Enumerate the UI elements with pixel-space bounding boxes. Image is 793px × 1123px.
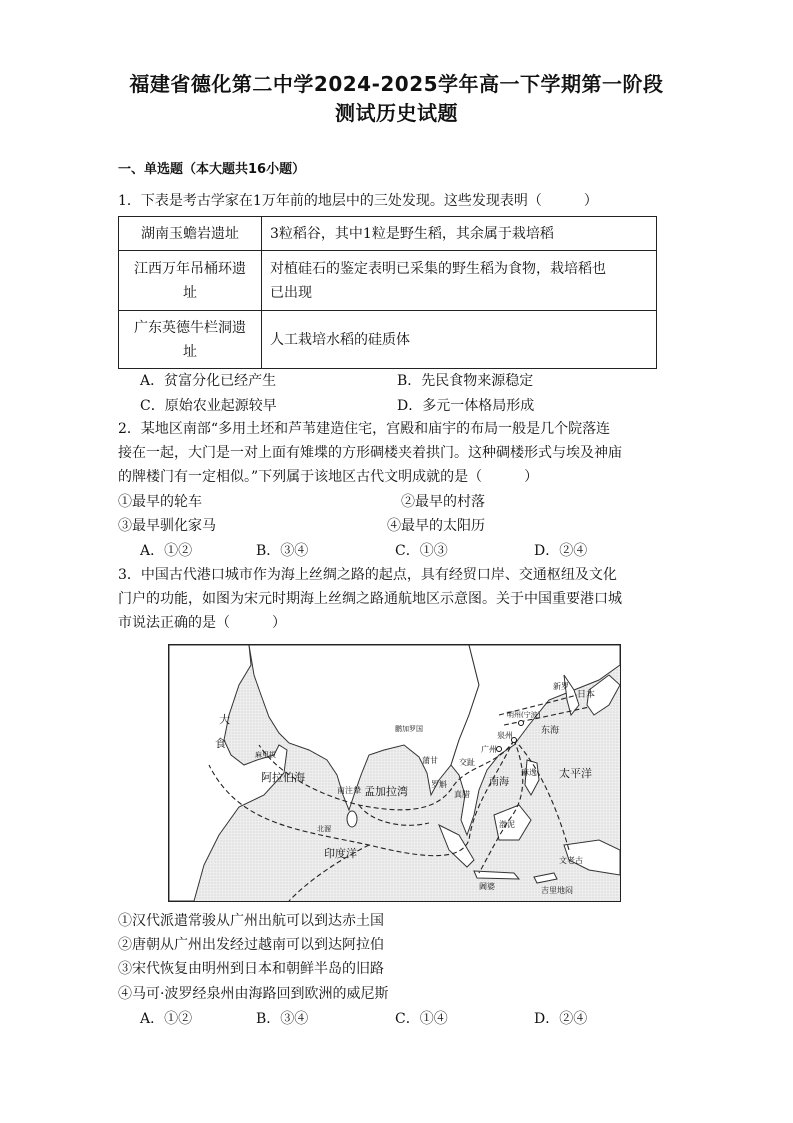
port-marker-mingzhou bbox=[519, 721, 524, 726]
q2-option-d[interactable]: D．②④ bbox=[534, 543, 588, 559]
desc-text: 对植硅石的鉴定表明已采集的野生稻为食物，栽培稻也 bbox=[270, 260, 606, 277]
site-text: 广东英德牛栏洞遗 bbox=[134, 319, 246, 336]
table-row bbox=[119, 311, 657, 369]
map-label: 南注辇 bbox=[337, 786, 361, 795]
desc-text: 已出现 bbox=[270, 284, 312, 301]
map-label: 泉州 bbox=[497, 731, 513, 740]
map-label: 南海 bbox=[489, 777, 509, 788]
site-text: 址 bbox=[183, 284, 197, 301]
map-label: 阿拉伯海 bbox=[261, 771, 305, 784]
desc-text: 人工栽培水稻的硅质体 bbox=[270, 331, 410, 348]
q2-option-c[interactable]: C．①③ bbox=[395, 543, 448, 559]
map-label: 日本 bbox=[577, 690, 596, 700]
q3-item-2: ②唐朝从广州出发经过越南可以到达阿拉伯 bbox=[118, 937, 384, 953]
map-label: 印度洋 bbox=[324, 847, 357, 860]
table-cell-site bbox=[119, 311, 262, 369]
q2-item-2: ②最早的村落 bbox=[401, 494, 485, 510]
map-canvas bbox=[169, 645, 620, 901]
map-label: 广州 bbox=[481, 745, 497, 754]
q1-option-a[interactable]: A．贫富分化已经产生 bbox=[140, 373, 277, 389]
q1-option-d[interactable]: D．多元一体格局形成 bbox=[397, 398, 535, 414]
section-heading: 一、单选题（本大题共16小题） bbox=[118, 162, 306, 177]
q2-stem-line3: 的牌楼门有一定相似。”下列属于该地区古代文明成就的是（ ） bbox=[118, 469, 539, 485]
port-marker-guangzhou bbox=[497, 747, 502, 752]
table-row bbox=[119, 217, 657, 251]
table-cell-desc bbox=[262, 217, 657, 251]
site-text: 江西万年吊桶环遗 bbox=[134, 260, 246, 277]
desc-text: 3粒稻谷，其中1粒是野生稻，其余属于栽培稻 bbox=[270, 225, 554, 242]
q3-item-4: ④马可·波罗经泉州由海路回到欧洲的威尼斯 bbox=[118, 986, 389, 1002]
q1-stem: 1．下表是考古学家在1万年前的地层中的三处发现。这些发现表明（ ） bbox=[118, 193, 598, 209]
q3-option-d[interactable]: D．②④ bbox=[534, 1011, 588, 1027]
q2-stem-line2: 接在一起，大门是一对上面有雉堞的方形碉楼夹着拱门。这种碉楼形式与埃及神庙 bbox=[118, 445, 622, 461]
map-label: 北溜 bbox=[317, 825, 331, 833]
table-cell-site bbox=[119, 217, 262, 251]
map-label: 罗斛 bbox=[431, 780, 447, 789]
q2-item-3: ③最早驯化家马 bbox=[118, 518, 216, 534]
map-label: 食 bbox=[215, 737, 226, 750]
map-label: 新罗 bbox=[553, 682, 569, 691]
map-label: 蒲甘 bbox=[422, 756, 438, 765]
sri-lanka-island bbox=[347, 811, 357, 827]
map-label: 阇婆 bbox=[479, 882, 495, 891]
map-label: 麻逸 bbox=[521, 768, 537, 777]
q3-option-c[interactable]: C．①④ bbox=[395, 1011, 448, 1027]
site-text: 湖南玉蟾岩遗址 bbox=[141, 225, 239, 242]
q2-option-b[interactable]: B．③④ bbox=[256, 543, 309, 559]
map-label: 真腊 bbox=[454, 790, 470, 799]
map-label: 吉里地闷 bbox=[541, 886, 573, 895]
map-label: 渤泥 bbox=[499, 820, 515, 829]
q1-table bbox=[118, 216, 657, 369]
q2-item-4: ④最早的太阳历 bbox=[387, 518, 485, 534]
map-label: 麻里拔 bbox=[255, 751, 276, 759]
q2-option-a[interactable]: A．①② bbox=[140, 543, 193, 559]
q3-item-1: ①汉代派遣常骏从广州出航可以到达赤土国 bbox=[118, 913, 384, 929]
table-cell-desc bbox=[262, 251, 657, 311]
q1-option-c[interactable]: C．原始农业起源较早 bbox=[140, 398, 277, 414]
q3-stem-line3: 市说法正确的是（ ） bbox=[118, 615, 286, 631]
q3-stem-line1: 3．中国古代港口城市作为海上丝绸之路的起点，具有经贸口岸、交通枢纽及文化 bbox=[118, 567, 617, 583]
site-text: 址 bbox=[183, 343, 197, 360]
q3-option-a[interactable]: A．①② bbox=[140, 1011, 193, 1027]
maritime-silk-road-map bbox=[168, 644, 621, 902]
map-label: 孟加拉湾 bbox=[364, 785, 408, 798]
q2-stem-line1: 2．某地区南部“多用土坯和芦苇建造住宅，宫殿和庙宇的布局一般是几个院落连 bbox=[118, 421, 611, 437]
map-label: 明州(宁波) bbox=[507, 711, 541, 719]
map-label: 大 bbox=[219, 713, 230, 726]
q3-stem-line2: 门户的功能，如图为宋元时期海上丝绸之路通航地区示意图。关于中国重要港口城 bbox=[118, 591, 622, 607]
page-title-line2: 测试历史试题 bbox=[335, 101, 458, 125]
map-label: 交趾 bbox=[459, 758, 475, 767]
table-row bbox=[119, 251, 657, 311]
map-label: 文老古 bbox=[559, 856, 583, 865]
page-title-line1: 福建省德化第二中学2024-2025学年高一下学期第一阶段 bbox=[129, 72, 664, 96]
table-cell-desc bbox=[262, 311, 657, 369]
q1-option-b[interactable]: B．先民食物来源稳定 bbox=[397, 373, 534, 389]
map-label: 太平洋 bbox=[559, 767, 592, 780]
table-cell-site bbox=[119, 251, 262, 311]
map-label: 鹏加罗国 bbox=[395, 725, 423, 733]
q3-item-3: ③宋代恢复由明州到日本和朝鲜半岛的旧路 bbox=[118, 961, 384, 977]
q3-option-b[interactable]: B．③④ bbox=[256, 1011, 309, 1027]
q2-item-1: ①最早的轮车 bbox=[118, 494, 202, 510]
map-label: 东海 bbox=[541, 726, 560, 736]
